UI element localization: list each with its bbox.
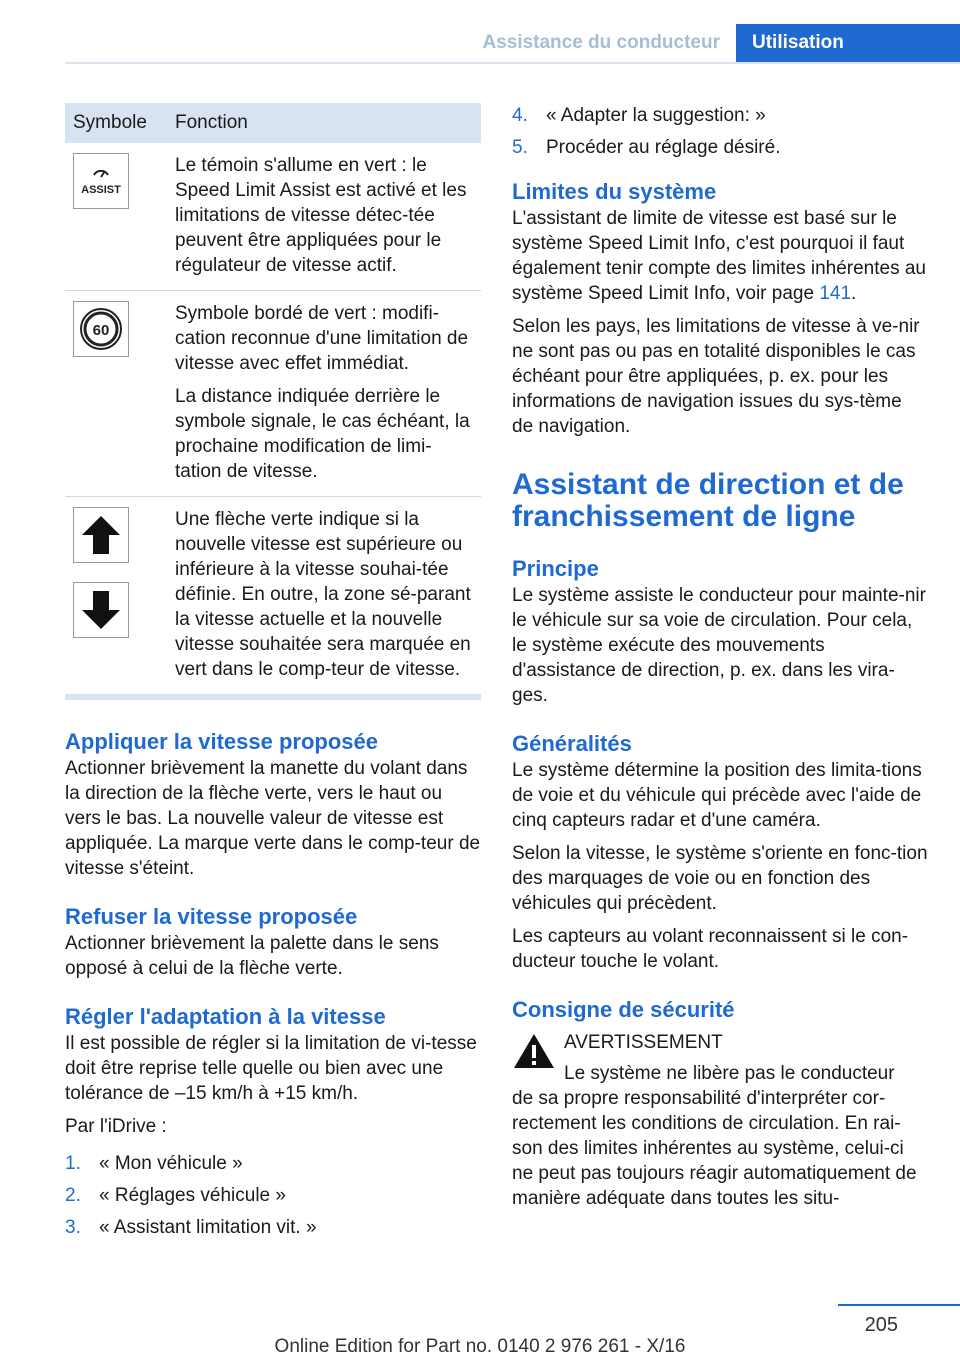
speed-value: 60: [92, 322, 110, 339]
left-column: [65, 103, 481, 1247]
warning-text: Le système ne libère pas le conducteur de sa propre responsabilité d'interpréter cor-rectement les conditions de circulation. En rai-son des limites inhérentes au système, celui-ci ne peut pas toujours réagir automatiquement de manière adéquate dans toutes les situ-: [512, 1063, 917, 1209]
arrow-down-icon: [73, 582, 129, 638]
table-end-bar: [65, 694, 481, 700]
list-item: 3. « Assistant limitation vit. »: [65, 1217, 317, 1238]
paragraph: Actionner brièvement la manette du volant dans la direction de la flèche verte, vers le haut ou vers le bas. La nouvelle valeur de vitesse est appliquée. La marque verte dans le comp-teur de vitesse s'éteint.: [65, 758, 481, 879]
paragraph: Le système assiste le conducteur pour mainte-nir le véhicule sur sa voie de circulation. Pour cela, le système exécute des mouvements d'assistance de direction, p. ex. dans les vira-ges.: [512, 585, 926, 706]
header-divider: [65, 62, 960, 64]
paragraph: Selon la vitesse, le système s'oriente en fonc-tion des marquages de voie ou en fonction des véhicules qui précèdent.: [512, 843, 928, 914]
assist-label: ASSIST: [81, 184, 121, 196]
paragraph: Selon les pays, les limitations de vitesse à ve-nir ne sont pas ou pas en totalité disponibles le cas échéant pour être appliquées, p. ex. pour les informations de navigation issues du sys-tème de navigation.: [512, 316, 920, 437]
heading-system-limits: Limites du système: [512, 179, 717, 204]
header-chapter-tab[interactable]: Utilisation: [736, 24, 960, 62]
row-text: Une flèche verte indique si la nouvelle vitesse est supérieure ou inférieure à la vitesse souhai-tée définie. En outre, la zone sé-parant la vitesse actuelle et la nouvelle vitesse souhaitée sera marquée en vert dans le comp-teur de vitesse.: [175, 509, 471, 680]
paragraph: Il est possible de régler si la limitation de vi-tesse doit être reprise telle quelle ou bien avec une tolérance de –15 km/h à +15 km/h.: [65, 1033, 477, 1104]
paragraph: Actionner brièvement la palette dans le sens opposé à celui de la flèche verte.: [65, 933, 439, 979]
heading-apply-speed: Appliquer la vitesse proposée: [65, 729, 378, 754]
list-item: 5. Procéder au réglage désiré.: [512, 137, 781, 158]
row-text: La distance indiquée derrière le symbole signale, le cas échéant, la prochaine modification de limi-tation de vitesse.: [175, 386, 470, 482]
heading-general: Généralités: [512, 731, 632, 756]
heading-safety: Consigne de sécurité: [512, 997, 735, 1022]
row-text: Le témoin s'allume en vert : le Speed Limit Assist est activé et les limitations de vitesse détec-tée peuvent être appliquées pour le régulateur de vitesse actif.: [175, 155, 467, 276]
table-row: [65, 497, 481, 694]
row-text: Symbole bordé de vert : modifi-cation reconnue d'une limitation de vitesse avec effet immédiat.: [175, 303, 469, 374]
warning-block: [512, 1030, 928, 1211]
table-row: [65, 143, 481, 291]
table-header-symbol: Symbole: [73, 112, 147, 133]
idrive-steps-list: [65, 1151, 481, 1240]
section-title: Assistant de direction et de franchissement de ligne: [512, 468, 904, 533]
table-row: [65, 291, 481, 497]
warning-triangle-icon: [512, 1032, 556, 1070]
page-link[interactable]: 141: [819, 283, 852, 304]
footer-edition: Online Edition for Part no. 0140 2 976 261 - X/16: [274, 1336, 686, 1357]
footer-rule: [838, 1304, 960, 1306]
header-section-title: Assistance du conducteur: [482, 32, 720, 53]
paragraph: Le système détermine la position des limita-tions de voie et du véhicule qui précède avec l'aide de cinq capteurs radar et d'une caméra.: [512, 760, 922, 831]
paragraph: Par l'iDrive :: [65, 1116, 167, 1137]
warning-title: AVERTISSEMENT: [564, 1032, 723, 1053]
list-item: 1. « Mon véhicule »: [65, 1153, 243, 1174]
table-header-function: Fonction: [175, 112, 248, 133]
heading-principle: Principe: [512, 556, 599, 581]
heading-refuse-speed: Refuser la vitesse proposée: [65, 904, 358, 929]
right-column: [512, 103, 928, 1211]
speed-limit-60-icon: [73, 301, 129, 357]
paragraph: Les capteurs au volant reconnaissent si le con-ducteur touche le volant.: [512, 926, 909, 972]
heading-adjust-speed: Régler l'adaptation à la vitesse: [65, 1004, 386, 1029]
arrow-up-icon: [73, 507, 129, 563]
table-header: [65, 103, 481, 143]
list-item: 4. « Adapter la suggestion: »: [512, 105, 766, 126]
list-item: 2. « Réglages véhicule »: [65, 1185, 286, 1206]
paragraph: L'assistant de limite de vitesse est basé sur le système Speed Limit Info, c'est pourquoi il faut également tenir compte des limites inhérentes au système Speed Limit Info, voir page 141.: [512, 208, 927, 304]
page-number: 205: [864, 1314, 898, 1336]
idrive-steps-list-continued: [512, 103, 928, 160]
assist-indicator-icon: [73, 153, 129, 209]
